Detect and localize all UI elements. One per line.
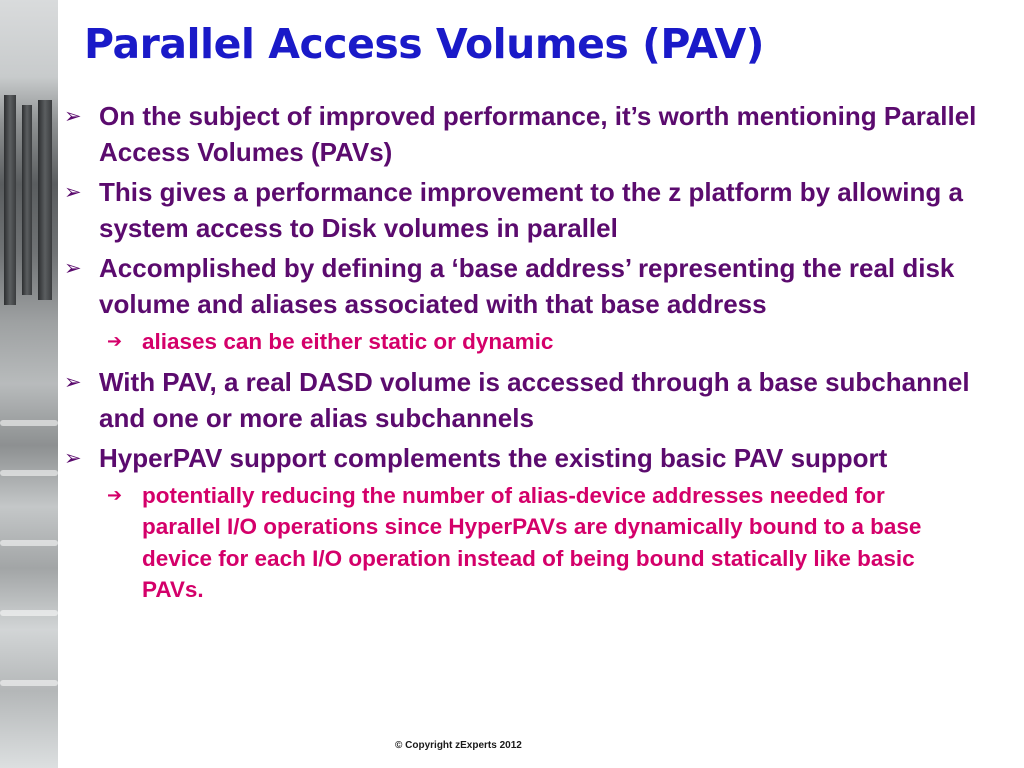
arrowhead-bullet-icon: ➢	[64, 180, 82, 204]
bullet-item	[62, 364, 992, 436]
bullet-text: Accomplished by defining a ‘base address’ representing the real disk volume and aliases associated with that base address	[99, 253, 955, 319]
pier-post	[38, 100, 52, 300]
bullet-text: On the subject of improved performance, it’s worth mentioning Parallel Access Volumes (PAVs)	[99, 101, 977, 167]
arrowhead-bullet-icon: ➢	[64, 369, 82, 394]
bullet-item	[62, 250, 992, 322]
arrowhead-bullet-icon: ➢	[64, 256, 82, 280]
arrowhead-bullet-icon: ➢	[64, 445, 82, 470]
arrow-right-icon: ➔	[107, 331, 123, 352]
arrow-right-icon: ➔	[107, 484, 123, 506]
bullet-text: HyperPAV support complements the existing basic PAV support	[99, 442, 888, 473]
wave-highlight	[0, 540, 58, 546]
wave-highlight	[0, 420, 58, 426]
bullet-item	[62, 440, 992, 476]
wave-highlight	[0, 470, 58, 476]
bullet-text: With PAV, a real DASD volume is accessed through a base subchannel and one or more alias subchannels	[99, 366, 970, 433]
pier-post	[22, 105, 32, 295]
bullet-item	[62, 174, 992, 246]
wave-highlight	[0, 610, 58, 616]
decorative-pier-photo	[0, 0, 58, 768]
bullet-item	[62, 98, 992, 170]
sub-bullet-text: potentially reducing the number of alias-device addresses needed for parallel I/O operations since HyperPAVs are dynamically bound to a base device for each I/O operation instead of being bound statically like basic PAVs.	[142, 482, 922, 602]
bullet-text: This gives a performance improvement to the z platform by allowing a system access to Disk volumes in parallel	[99, 177, 963, 243]
pier-post	[4, 95, 16, 305]
wave-highlight	[0, 680, 58, 686]
slide-body	[62, 98, 992, 612]
copyright-footer: © Copyright zExperts 2012	[395, 740, 522, 751]
sub-bullet-item	[107, 480, 992, 606]
slide-title: Parallel Access Volumes (PAV)	[84, 20, 765, 68]
sub-bullet-item	[107, 326, 992, 358]
sub-bullet-text: aliases can be either static or dynamic	[142, 329, 554, 354]
arrowhead-bullet-icon: ➢	[64, 104, 82, 128]
